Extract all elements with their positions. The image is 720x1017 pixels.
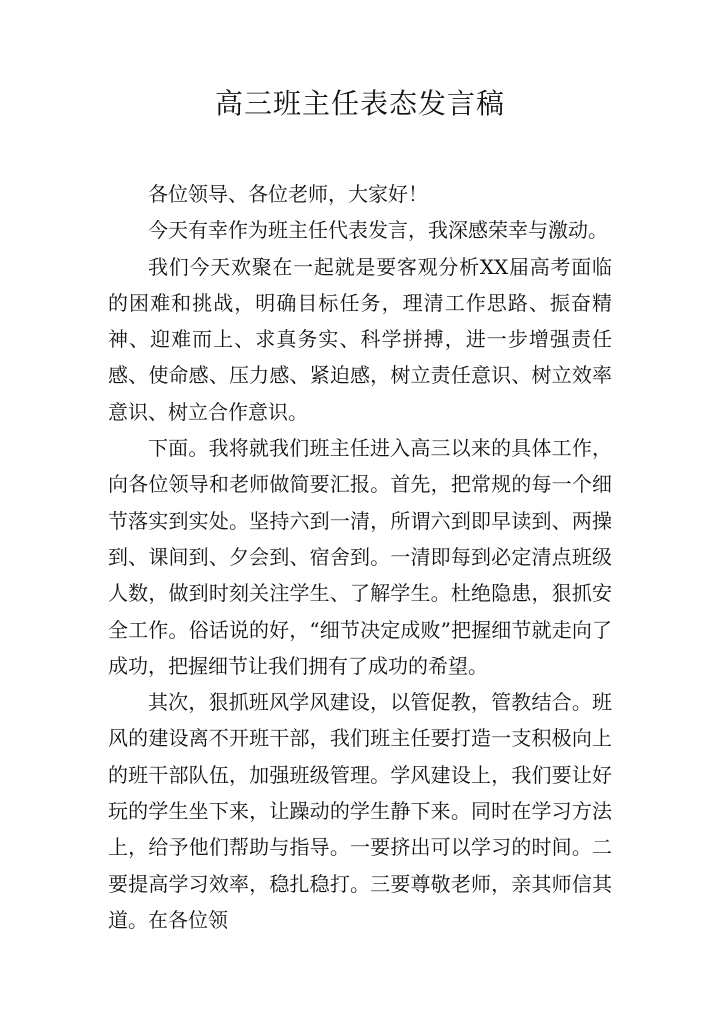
paragraph-first-point: 下面。我将就我们班主任进入高三以来的具体工作，向各位领导和老师做简要汇报。首先，把常规的每一个细节落实到实处。坚持六到一清，所谓六到即早读到、两操到、课间到、夕会到、宿舍到。一清即每到必定清点班级人数，做到时刻关注学生、了解学生。杜绝隐患，狠抓安全工作。俗话说的好，“细节决定成败”把握细节就走向了成功，把握细节让我们拥有了成功的希望。	[108, 436, 612, 678]
paragraph-second-point: 其次，狠抓班风学风建设，以管促教，管教结合。班风的建设离不开班干部，我们班主任要打造一支积极向上的班干部队伍，加强班级管理。学风建设上，我们要让好玩的学生坐下来，让躁动的学生静下来。同时在学习方法上，给予他们帮助与指导。一要挤出可以学习的时间。二要提高学习效率，稳扎稳打。三要尊敬老师，亲其师信其道。在各位领	[108, 690, 612, 932]
paragraph-greeting: 各位领导、各位老师，大家好！	[148, 182, 428, 206]
paragraph-opening: 今天有幸作为班主任代表发言，我深感荣幸与激动。	[148, 218, 608, 243]
paragraph-purpose: 我们今天欢聚在一起就是要客观分析XX届高考面临的困难和挑战，明确目标任务，理清工作思路、振奋精神、迎难而上、求真务实、科学拼搏，进一步增强责任感、使命感、压力感、紧迫感，树立责任意识、树立效率意识、树立合作意识。	[108, 254, 612, 424]
document-body	[108, 176, 612, 938]
document-title: 高三班主任表态发言稿	[214, 87, 505, 120]
